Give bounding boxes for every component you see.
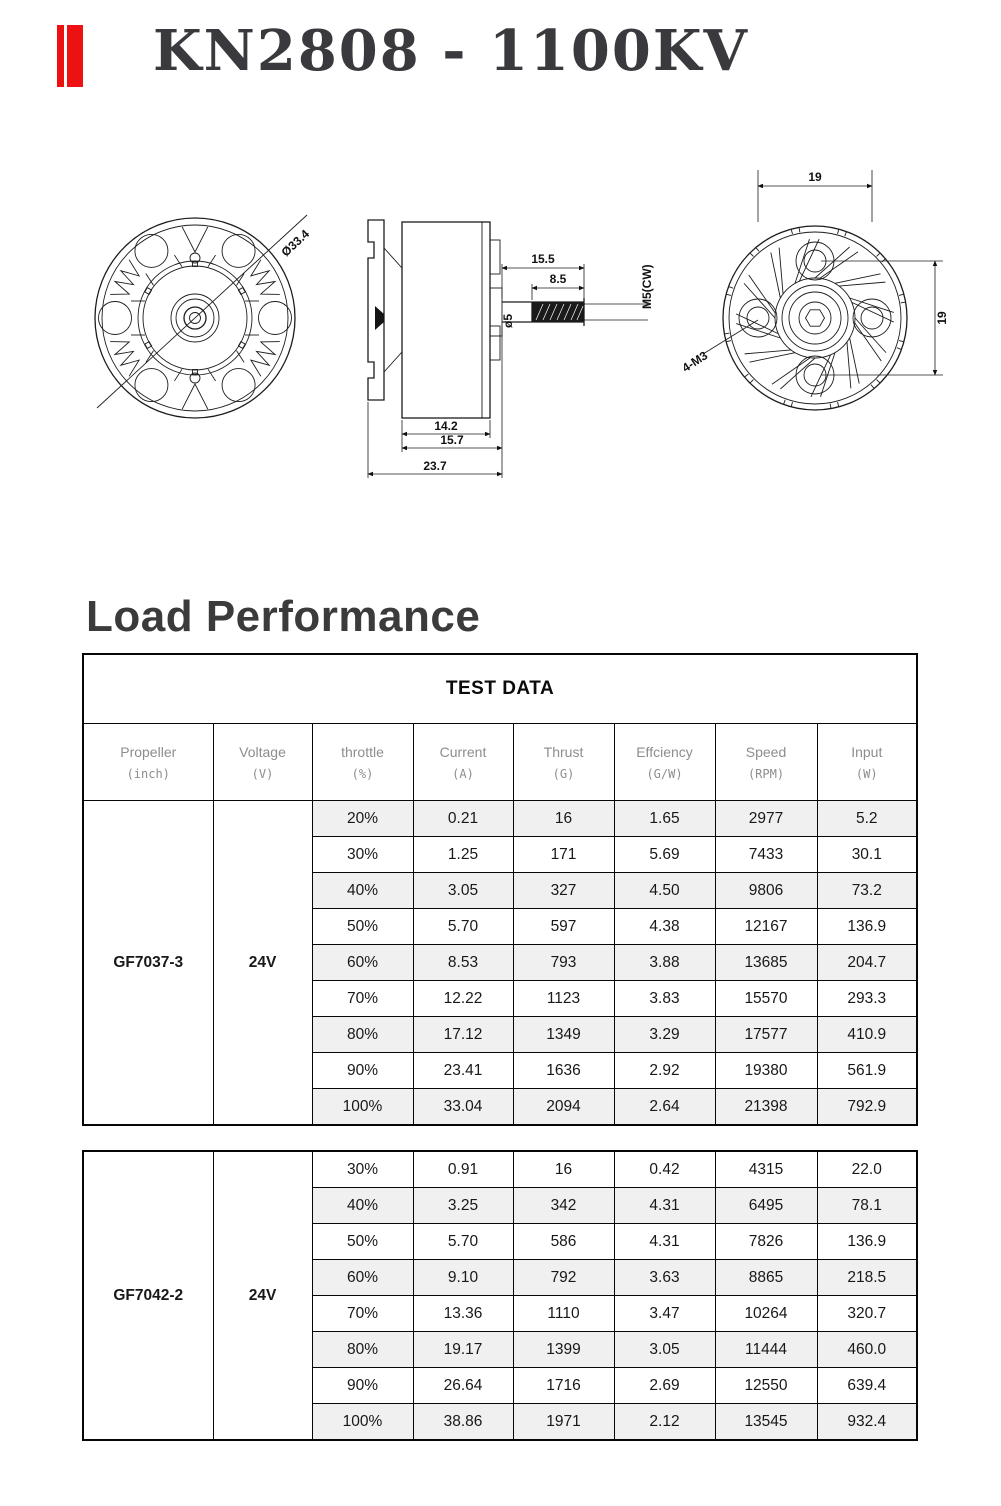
data-cell: 5.69 <box>614 837 715 873</box>
data-cell: 1110 <box>513 1296 614 1332</box>
data-cell: 320.7 <box>817 1296 917 1332</box>
data-cell: 792.9 <box>817 1089 917 1126</box>
drawing-detail <box>745 350 791 354</box>
propeller-cell: GF7037-3 <box>83 801 213 1126</box>
data-cell: 90% <box>312 1053 413 1089</box>
data-cell: 9806 <box>715 873 817 909</box>
voltage-cell: 24V <box>213 801 312 1126</box>
table-row <box>83 1151 917 1188</box>
drawing-detail <box>750 353 795 363</box>
shaft-length-label: 15.5 <box>531 252 555 266</box>
data-cell: 100% <box>312 1089 413 1126</box>
data-cell: 33.04 <box>413 1089 513 1126</box>
data-cell: 17577 <box>715 1017 817 1053</box>
data-cell: 80% <box>312 1332 413 1368</box>
test-data-table-2 <box>82 1150 918 1441</box>
data-cell: 561.9 <box>817 1053 917 1089</box>
thread-length-label: 8.5 <box>549 272 567 286</box>
col-header-propeller: Propeller (inch) <box>83 724 213 801</box>
test-data-table-1 <box>82 653 918 1126</box>
back-view-drawing <box>680 170 949 410</box>
data-cell: 204.7 <box>817 945 917 981</box>
data-cell: 3.05 <box>614 1332 715 1368</box>
data-cell: 3.63 <box>614 1260 715 1296</box>
data-cell: 1.25 <box>413 837 513 873</box>
table-title-row <box>83 654 917 724</box>
data-cell: 1399 <box>513 1332 614 1368</box>
data-cell: 12167 <box>715 909 817 945</box>
data-cell: 136.9 <box>817 909 917 945</box>
shaft-diameter-label: ø5 <box>501 313 515 328</box>
data-cell: 3.88 <box>614 945 715 981</box>
col-header-input: Input (W) <box>817 724 917 801</box>
data-cell: 70% <box>312 981 413 1017</box>
data-cell: 12550 <box>715 1368 817 1404</box>
data-cell: 1716 <box>513 1368 614 1404</box>
propeller-cell: GF7042-2 <box>83 1151 213 1440</box>
data-cell: 342 <box>513 1188 614 1224</box>
drawing-detail <box>174 369 182 381</box>
drawing-detail <box>724 333 729 334</box>
drawing-detail <box>871 385 874 389</box>
data-cell: 70% <box>312 1296 413 1332</box>
drawing-detail <box>899 294 904 295</box>
shaft-hex <box>806 310 825 326</box>
data-cell: 5.2 <box>817 801 917 837</box>
thread-spec-label: M5(CW) <box>640 264 654 309</box>
mount-holes-label: 4-M3 <box>679 348 711 375</box>
col-header-current: Current (A) <box>413 724 513 801</box>
data-cell: 13685 <box>715 945 817 981</box>
data-cell: 30.1 <box>817 837 917 873</box>
col-header-efficiency: Effciency (G/W) <box>614 724 715 801</box>
data-cell: 10264 <box>715 1296 817 1332</box>
data-cell: 5.70 <box>413 909 513 945</box>
drawing-detail <box>830 404 831 409</box>
table-header-row <box>83 724 917 801</box>
data-cell: 639.4 <box>817 1368 917 1404</box>
drawing-detail <box>135 369 168 402</box>
drawing-detail <box>838 402 839 407</box>
table-title: TEST DATA <box>83 654 917 724</box>
data-cell: 4.31 <box>614 1188 715 1224</box>
data-cell: 6495 <box>715 1188 817 1224</box>
drawing-detail <box>222 369 255 402</box>
data-cell: 293.3 <box>817 981 917 1017</box>
data-cell: 1636 <box>513 1053 614 1089</box>
data-cell: 78.1 <box>817 1188 917 1224</box>
data-cell: 2.64 <box>614 1089 715 1126</box>
drawing-detail <box>877 380 881 384</box>
motor-body <box>402 222 490 418</box>
drawing-detail <box>779 248 783 294</box>
data-cell: 4.31 <box>614 1224 715 1260</box>
col-header-voltage: Voltage (V) <box>213 724 312 801</box>
data-cell: 2.69 <box>614 1368 715 1404</box>
drawing-detail <box>850 338 860 383</box>
data-cell: 30% <box>312 1151 413 1188</box>
drawing-detail <box>110 260 139 295</box>
data-cell: 2094 <box>513 1089 614 1126</box>
data-cell: 4.50 <box>614 873 715 909</box>
data-cell: 100% <box>312 1404 413 1441</box>
data-cell: 50% <box>312 909 413 945</box>
technical-drawings <box>0 165 1001 510</box>
data-cell: 586 <box>513 1224 614 1260</box>
data-cell: 7433 <box>715 837 817 873</box>
drawing-detail <box>208 255 216 267</box>
data-cell: 2.92 <box>614 1053 715 1089</box>
data-cell: 40% <box>312 873 413 909</box>
data-cell: 38.86 <box>413 1404 513 1441</box>
drawing-detail <box>771 253 781 298</box>
page-title: KN2808 - 1100KV <box>153 18 749 84</box>
col-header-speed: Speed (RPM) <box>715 724 817 801</box>
drawing-detail <box>110 342 139 377</box>
drawing-detail <box>99 302 132 335</box>
data-cell: 8.53 <box>413 945 513 981</box>
data-cell: 171 <box>513 837 614 873</box>
data-cell: 80% <box>312 1017 413 1053</box>
data-cell: 13545 <box>715 1404 817 1441</box>
data-cell: 3.05 <box>413 873 513 909</box>
table-row <box>83 801 917 837</box>
stator-width-label: 14.2 <box>434 419 458 433</box>
body-width-label: 15.7 <box>440 433 464 447</box>
data-cell: 218.5 <box>817 1260 917 1296</box>
col-header-thrust: Thrust (G) <box>513 724 614 801</box>
data-cell: 0.91 <box>413 1151 513 1188</box>
data-cell: 1349 <box>513 1017 614 1053</box>
data-cell: 410.9 <box>817 1017 917 1053</box>
mount-holes <box>739 242 891 394</box>
col-header-throttle: throttle (%) <box>312 724 413 801</box>
data-cell: 30% <box>312 837 413 873</box>
drawing-detail <box>901 302 906 303</box>
data-cell: 13.36 <box>413 1296 513 1332</box>
drawing-detail <box>850 298 894 312</box>
data-cell: 932.4 <box>817 1404 917 1441</box>
data-cell: 20% <box>312 801 413 837</box>
data-cell: 460.0 <box>817 1332 917 1368</box>
drawing-detail <box>182 384 208 409</box>
drawing-detail <box>791 402 792 407</box>
hole-pitch-h-label: 19 <box>808 170 822 184</box>
drawing-detail <box>729 287 734 289</box>
data-cell: 1123 <box>513 981 614 1017</box>
front-view-drawing <box>95 215 312 418</box>
drawing-detail <box>791 229 792 234</box>
data-cell: 136.9 <box>817 1224 917 1260</box>
drawing-detail <box>251 342 280 377</box>
drawing-detail <box>726 294 731 295</box>
data-cell: 40% <box>312 1188 413 1224</box>
data-cell: 16 <box>513 1151 614 1188</box>
drawing-detail <box>897 348 902 350</box>
data-cell: 15570 <box>715 981 817 1017</box>
drawing-detail <box>899 341 904 342</box>
data-cell: 60% <box>312 945 413 981</box>
data-cell: 3.29 <box>614 1017 715 1053</box>
hole-pitch-v-label: 19 <box>935 311 949 325</box>
data-cell: 16 <box>513 801 614 837</box>
data-cell: 2977 <box>715 801 817 837</box>
data-cell: 3.25 <box>413 1188 513 1224</box>
data-cell: 4315 <box>715 1151 817 1188</box>
data-cell: 3.47 <box>614 1296 715 1332</box>
drawing-detail <box>208 369 216 381</box>
data-cell: 22.0 <box>817 1151 917 1188</box>
drawing-detail <box>750 253 754 257</box>
data-cell: 60% <box>312 1260 413 1296</box>
drawing-detail <box>799 227 800 232</box>
data-cell: 26.64 <box>413 1368 513 1404</box>
drawing-detail <box>726 341 731 342</box>
accent-bar-wide <box>67 25 83 87</box>
drawing-detail <box>839 282 885 286</box>
data-cell: 5.70 <box>413 1224 513 1260</box>
total-length-label: 23.7 <box>423 459 447 473</box>
drawing-detail <box>847 342 851 388</box>
drawing-detail <box>795 239 809 283</box>
data-cell: 792 <box>513 1260 614 1296</box>
data-cell: 50% <box>312 1224 413 1260</box>
data-cell: 1971 <box>513 1404 614 1441</box>
data-cell: 21398 <box>715 1089 817 1126</box>
data-cell: 0.21 <box>413 801 513 837</box>
drawing-detail <box>838 229 839 234</box>
drawing-detail <box>845 232 847 237</box>
data-cell: 327 <box>513 873 614 909</box>
data-cell: 19380 <box>715 1053 817 1089</box>
wire-exit <box>375 306 384 330</box>
drawing-detail <box>135 234 168 267</box>
data-cell: 12.22 <box>413 981 513 1017</box>
voltage-cell: 24V <box>213 1151 312 1440</box>
data-cell: 8865 <box>715 1260 817 1296</box>
data-cell: 597 <box>513 909 614 945</box>
data-cell: 23.41 <box>413 1053 513 1089</box>
drawing-detail <box>745 374 749 377</box>
drawing-detail <box>784 400 786 405</box>
drawing-detail <box>174 255 182 267</box>
data-cell: 2.12 <box>614 1404 715 1441</box>
data-cell: 17.12 <box>413 1017 513 1053</box>
data-cell: 1.65 <box>614 801 715 837</box>
data-cell: 7826 <box>715 1224 817 1260</box>
data-cell: 90% <box>312 1368 413 1404</box>
section-heading: Load Performance <box>86 592 481 641</box>
data-cell: 73.2 <box>817 873 917 909</box>
drawing-detail <box>736 324 780 338</box>
data-cell: 11444 <box>715 1332 817 1368</box>
drawing-detail <box>259 302 292 335</box>
drawing-detail <box>877 253 881 257</box>
drawing-detail <box>756 248 759 252</box>
drawing-detail <box>222 234 255 267</box>
data-cell: 3.83 <box>614 981 715 1017</box>
drawing-detail <box>835 274 880 284</box>
data-cell: 4.38 <box>614 909 715 945</box>
data-cell: 9.10 <box>413 1260 513 1296</box>
side-view-drawing <box>368 220 654 478</box>
drawing-detail <box>251 260 280 295</box>
accent-bar-thin <box>57 25 64 87</box>
data-cell: 19.17 <box>413 1332 513 1368</box>
drawing-detail <box>882 259 886 262</box>
data-cell: 0.42 <box>614 1151 715 1188</box>
drawing-detail <box>750 380 754 384</box>
drawing-detail <box>182 227 208 252</box>
front-diameter-label: Ø33.4 <box>278 226 313 260</box>
data-cell: 793 <box>513 945 614 981</box>
